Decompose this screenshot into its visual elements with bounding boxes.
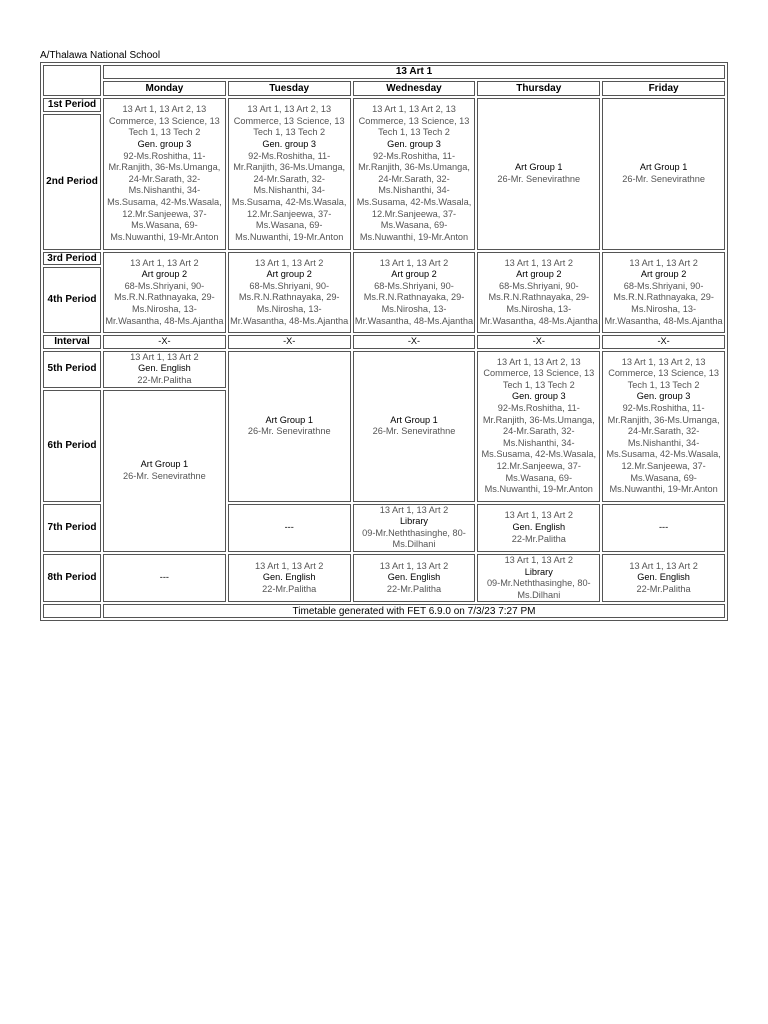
footer-note: Timetable generated with FET 6.9.0 on 7/3/23 7:27 PM [103,604,725,618]
cell-subject: Art Group 1 [265,414,313,425]
cell-teachers: 92-Ms.Roshitha, 11-Mr.Ranjith, 36-Ms.Umanga, 24-Mr.Sarath, 32-Ms.Nishanthi, 34-Ms.Susama, 42-Ms.Wasala, 12.Mr.Sanjeewa, 37-Ms.Wasana, 69-Ms.Nuwanthi, 19-Mr.Anton [356,150,472,242]
period-6: 6th Period [43,390,101,502]
cell-teachers: 26-Mr. Senevirathne [497,173,581,184]
cell-subject: Art group 2 [266,269,312,280]
cell-subject: Gen. group 3 [262,139,317,150]
cell-art-group-2 [228,252,351,334]
cell-teachers: 22-Mr.Palitha [636,583,691,594]
cell-empty: --- [228,504,351,552]
cell-subject: Library [524,566,553,577]
cell-teachers: 09-Mr.Neththasinghe, 80-Ms.Dilhani [486,578,591,600]
cell-groups: 13 Art 1, 13 Art 2 [379,504,449,515]
cell-teachers: 68-Ms.Shriyani, 90-Ms.R.N.Rathnayaka, 29-Ms.Nirosha, 13-Mr.Wasantha, 48-Ms.Ajantha [230,280,349,326]
cell-gen-english [477,504,600,552]
cell-teachers: 26-Mr. Senevirathne [123,470,206,481]
cell-gen-group-3 [228,98,351,250]
cell-teachers: 22-Mr.Palitha [262,583,317,594]
period-4: 4th Period [43,267,101,333]
cell-art-group-1 [103,390,226,552]
cell-gen-group-3 [103,98,226,250]
cell-groups: 13 Art 1, 13 Art 2 [629,560,698,571]
timetable [40,62,728,621]
cell-groups: 13 Art 1, 13 Art 2 [130,257,199,268]
cell-groups: 13 Art 1, 13 Art 2, 13 Commerce, 13 Science, 13 Tech 1, 13 Tech 2 [608,356,719,390]
cell-art-group-1 [353,351,476,502]
day-friday: Friday [602,81,725,96]
cell-art-group-2 [103,252,226,334]
cell-teachers: 92-Ms.Roshitha, 11-Mr.Ranjith, 36-Ms.Umanga, 24-Mr.Sarath, 32-Ms.Nishanthi, 34-Ms.Susama, 42-Ms.Wasala, 12.Mr.Sanjeewa, 37-Ms.Wasana, 69-Ms.Nuwanthi, 19-Mr.Anton [231,150,347,242]
cell-teachers: 22-Mr.Palitha [511,533,566,544]
cell-groups: 13 Art 1, 13 Art 2 [254,560,324,571]
period-3: 3rd Period [43,252,101,266]
day-monday: Monday [103,81,226,96]
cell-teachers: 22-Mr.Palitha [137,374,192,385]
cell-groups: 13 Art 1, 13 Art 2 [130,351,199,362]
cell-gen-english [103,351,226,388]
corner-cell [43,65,101,96]
cell-interval: -X- [353,335,476,349]
cell-subject: Gen. English [387,572,441,583]
cell-empty: --- [103,554,226,602]
cell-interval: -X- [228,335,351,349]
cell-teachers: 68-Ms.Shriyani, 90-Ms.R.N.Rathnayaka, 29-Ms.Nirosha, 13-Mr.Wasantha, 48-Ms.Ajantha [354,280,474,326]
day-tuesday: Tuesday [228,81,351,96]
cell-empty: --- [602,504,725,552]
period-8: 8th Period [43,554,101,602]
period-5: 5th Period [43,351,101,388]
cell-art-group-2 [602,252,725,334]
school-name: A/Thalawa National School [40,50,161,61]
cell-subject: Gen. group 3 [387,139,441,150]
cell-gen-english [602,554,725,602]
cell-art-group-1 [477,98,600,250]
cell-subject: Art group 2 [516,269,562,280]
cell-groups: 13 Art 1, 13 Art 2, 13 Commerce, 13 Science, 13 Tech 1, 13 Tech 2 [108,104,220,138]
cell-groups: 13 Art 1, 13 Art 2, 13 Commerce, 13 Science, 13 Tech 1, 13 Tech 2 [233,104,345,138]
cell-art-group-2 [477,252,600,334]
interval-label: Interval [43,335,101,349]
cell-subject: Gen. group 3 [511,391,566,402]
cell-gen-group-3 [602,351,725,502]
cell-teachers: 68-Ms.Shriyani, 90-Ms.R.N.Rathnayaka, 29-Ms.Nirosha, 13-Mr.Wasantha, 48-Ms.Ajantha [105,280,224,326]
cell-gen-group-3 [353,98,476,250]
cell-groups: 13 Art 1, 13 Art 2 [254,257,324,268]
cell-subject: Art Group 1 [140,459,189,470]
cell-groups: 13 Art 1, 13 Art 2 [629,257,698,268]
cell-teachers: 68-Ms.Shriyani, 90-Ms.R.N.Rathnayaka, 29-Ms.Nirosha, 13-Mr.Wasantha, 48-Ms.Ajantha [479,280,598,326]
cell-teachers: 26-Mr. Senevirathne [247,426,331,437]
cell-teachers: 68-Ms.Shriyani, 90-Ms.R.N.Rathnayaka, 29-Ms.Nirosha, 13-Mr.Wasantha, 48-Ms.Ajantha [604,280,723,326]
cell-subject: Art Group 1 [515,162,563,173]
cell-interval: -X- [103,335,226,349]
cell-library [353,504,476,552]
cell-subject: Art group 2 [640,269,687,280]
cell-gen-english [228,554,351,602]
cell-subject: Art group 2 [391,269,437,280]
footer-spacer [43,604,101,618]
cell-library [477,554,600,602]
cell-subject: Gen. English [512,521,566,532]
cell-subject: Library [399,516,429,527]
cell-gen-group-3 [477,351,600,502]
cell-art-group-2 [353,252,476,334]
cell-teachers: 92-Ms.Roshitha, 11-Mr.Ranjith, 36-Ms.Umanga, 24-Mr.Sarath, 32-Ms.Nishanthi, 34-Ms.Susama, 42-Ms.Wasala, 12.Mr.Sanjeewa, 37-Ms.Wasana, 69-Ms.Nuwanthi, 19-Mr.Anton [606,402,721,495]
cell-interval: -X- [477,335,600,349]
period-1: 1st Period [43,98,101,112]
cell-subject: Art group 2 [141,269,188,280]
cell-groups: 13 Art 1, 13 Art 2 [504,554,574,565]
cell-art-group-1 [602,98,725,250]
cell-teachers: 26-Mr. Senevirathne [622,173,705,184]
cell-subject: Gen. English [637,572,690,583]
period-7: 7th Period [43,504,101,552]
cell-subject: Gen. group 3 [636,391,691,402]
cell-teachers: 26-Mr. Senevirathne [372,426,456,437]
cell-subject: Art Group 1 [639,162,688,173]
cell-subject: Gen. English [262,572,316,583]
period-2: 2nd Period [43,114,101,250]
cell-groups: 13 Art 1, 13 Art 2, 13 Commerce, 13 Science, 13 Tech 1, 13 Tech 2 [483,356,595,390]
cell-teachers: 22-Mr.Palitha [386,583,442,594]
day-wednesday: Wednesday [353,81,476,96]
cell-groups: 13 Art 1, 13 Art 2 [379,560,449,571]
cell-art-group-1 [228,351,351,502]
day-thursday: Thursday [477,81,600,96]
cell-teachers: 09-Mr.Neththasinghe, 80-Ms.Dilhani [362,527,466,550]
class-title: 13 Art 1 [103,65,725,79]
cell-teachers: 92-Ms.Roshitha, 11-Mr.Ranjith, 36-Ms.Umanga, 24-Mr.Sarath, 32-Ms.Nishanthi, 34-Ms.Susama, 42-Ms.Wasala, 12.Mr.Sanjeewa, 37-Ms.Wasana, 69-Ms.Nuwanthi, 19-Mr.Anton [481,402,597,495]
cell-teachers: 92-Ms.Roshitha, 11-Mr.Ranjith, 36-Ms.Umanga, 24-Mr.Sarath, 32-Ms.Nishanthi, 34-Ms.Susama, 42-Ms.Wasala, 12.Mr.Sanjeewa, 37-Ms.Wasana, 69-Ms.Nuwanthi, 19-Mr.Anton [107,150,222,242]
cell-subject: Art Group 1 [390,414,438,425]
cell-subject: Gen. English [138,363,191,374]
cell-subject: Gen. group 3 [137,139,192,150]
cell-interval: -X- [602,335,725,349]
cell-groups: 13 Art 1, 13 Art 2, 13 Commerce, 13 Science, 13 Tech 1, 13 Tech 2 [358,104,470,138]
cell-groups: 13 Art 1, 13 Art 2 [504,510,574,521]
cell-groups: 13 Art 1, 13 Art 2 [379,257,449,268]
cell-gen-english [353,554,476,602]
cell-groups: 13 Art 1, 13 Art 2 [504,257,574,268]
